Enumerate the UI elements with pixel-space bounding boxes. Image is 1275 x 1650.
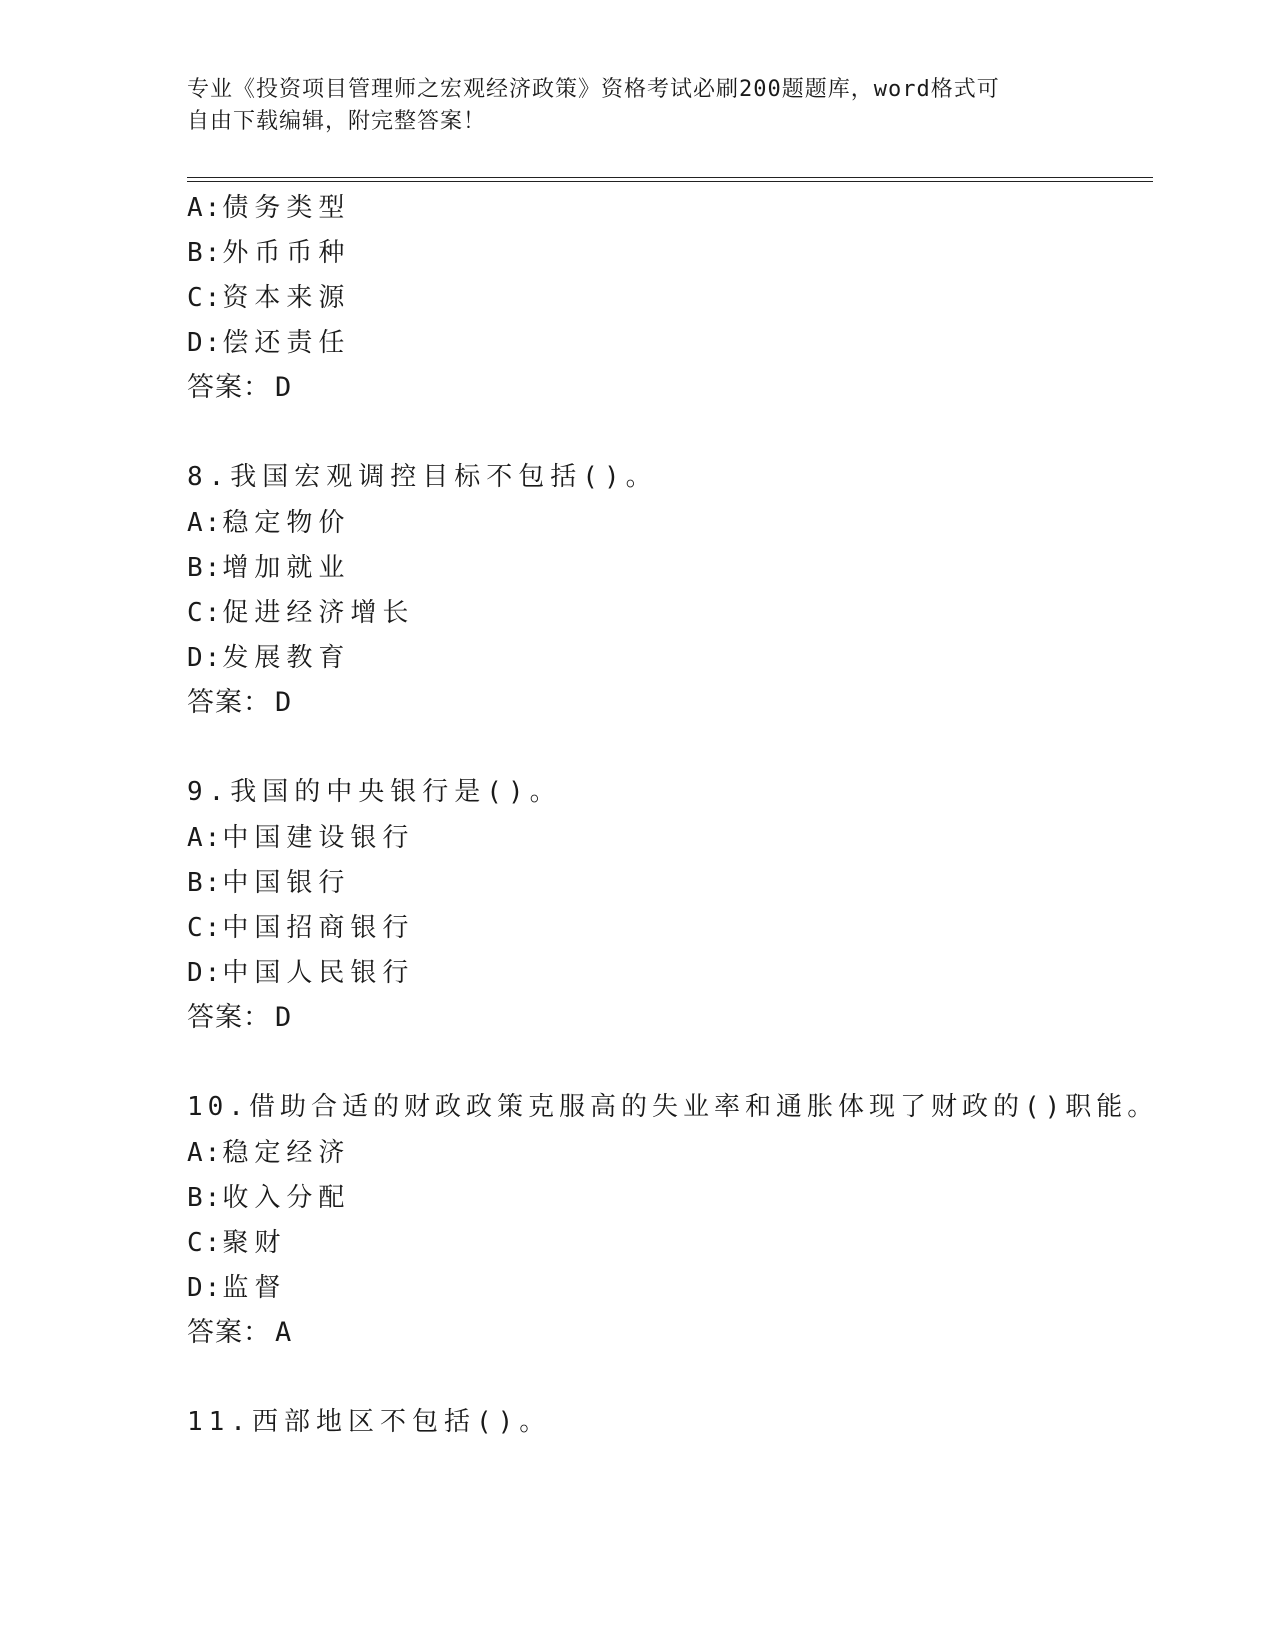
q7-option-a: A:债务类型 bbox=[187, 193, 351, 223]
q7-option-d: D:偿还责任 bbox=[187, 328, 351, 358]
q11-stem: 11.西部地区不包括()。 bbox=[187, 1407, 552, 1437]
q9-option-a: A:中国建设银行 bbox=[187, 823, 415, 853]
q9-stem: 9.我国的中央银行是()。 bbox=[187, 777, 562, 807]
q7-answer: 答案： D bbox=[187, 372, 293, 403]
q9-option-b: B:中国银行 bbox=[187, 868, 351, 898]
q10-option-d: D:监督 bbox=[187, 1273, 287, 1303]
q7-option-b: B:外币币种 bbox=[187, 238, 351, 268]
q9-option-d: D:中国人民银行 bbox=[187, 958, 415, 988]
q10-answer: 答案： A bbox=[187, 1317, 293, 1348]
q8-option-d: D:发展教育 bbox=[187, 643, 351, 673]
q8-option-c: C:促进经济增长 bbox=[187, 598, 415, 628]
header-line-2: 自由下载编辑，附完整答案！ bbox=[187, 109, 487, 134]
header-line-1: 专业《投资项目管理师之宏观经济政策》资格考试必刷200题题库，word格式可 bbox=[187, 77, 1000, 102]
q10-option-a: A:稳定经济 bbox=[187, 1138, 351, 1168]
q8-answer: 答案： D bbox=[187, 687, 293, 718]
q7-option-c: C:资本来源 bbox=[187, 283, 351, 313]
q10-option-b: B:收入分配 bbox=[187, 1183, 351, 1213]
q10-option-c: C:聚财 bbox=[187, 1228, 287, 1258]
q8-stem: 8.我国宏观调控目标不包括()。 bbox=[187, 462, 658, 492]
q9-answer: 答案： D bbox=[187, 1002, 293, 1033]
header-divider-top bbox=[187, 177, 1153, 178]
q9-option-c: C:中国招商银行 bbox=[187, 913, 415, 943]
q10-stem: 10.借助合适的财政政策克服高的失业率和通胀体现了财政的()职能。 bbox=[187, 1092, 1159, 1122]
q8-option-b: B:增加就业 bbox=[187, 553, 351, 583]
q8-option-a: A:稳定物价 bbox=[187, 508, 351, 538]
header-divider-bottom bbox=[187, 181, 1153, 182]
document-header bbox=[187, 74, 1087, 138]
